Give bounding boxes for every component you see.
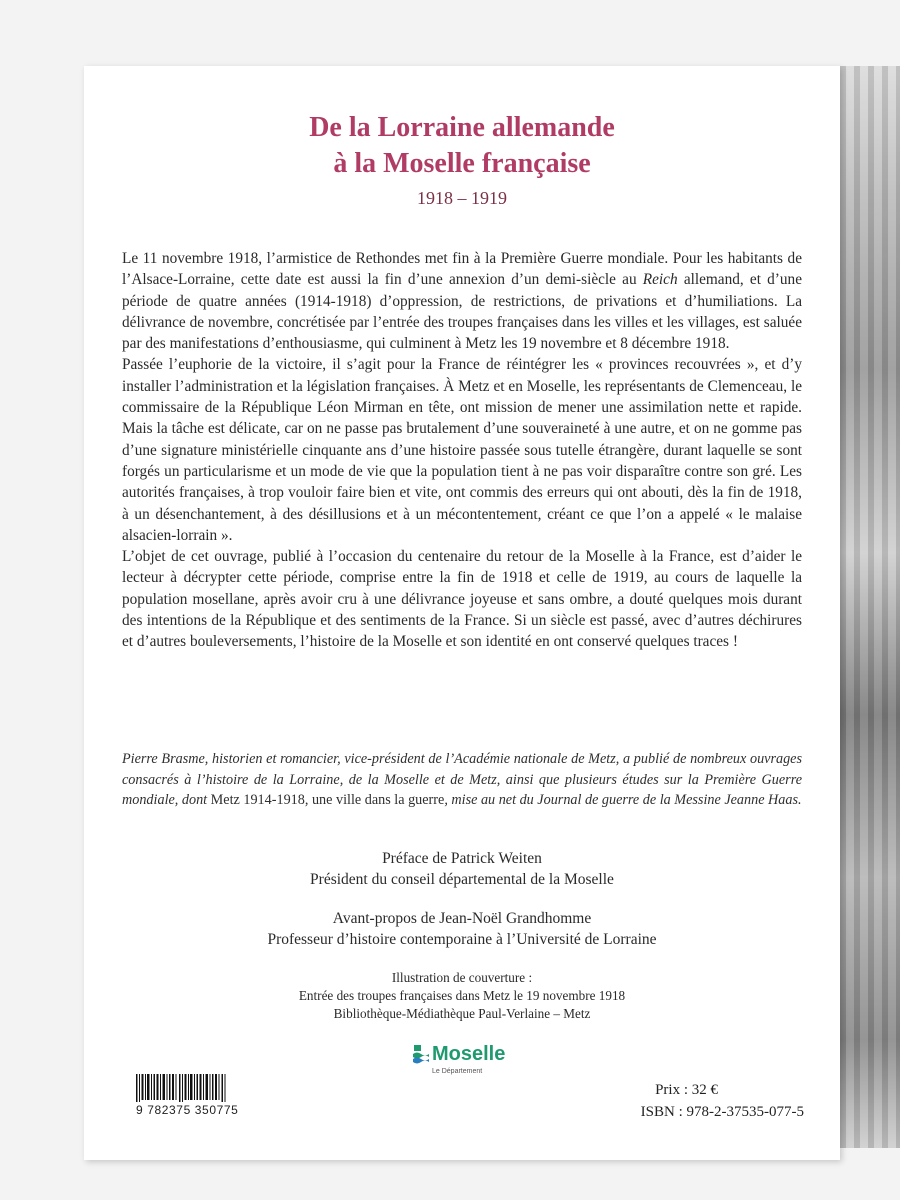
title-years: 1918 – 1919 (417, 188, 507, 208)
preface-block (84, 848, 840, 890)
cover-illustration-credit (84, 969, 840, 1023)
credits (84, 848, 840, 968)
illustration-line-1: Entrée des troupes françaises dans Metz le 19 novembre 1918 (298, 988, 626, 1003)
paragraph-1: Le 11 novembre 1918, l’armistice de Rethondes met fin à la Première Guerre mondiale. Pour les habitants de l’Alsace-Lorraine, cette date est aussi la fin d’une annexion d’un demi-siècle au Reich allemand, et d’une période de quatre années (1914-1918) d’oppression, de restrictions, de privations et d’humiliations. La délivrance de novembre, concrétisée par l’entrée des troupes françaises dans les villes et les villages, est saluée par des manifestations d’enthousiasme, qui culminent à Metz les 19 novembre et 8 décembre 1918. (122, 250, 802, 353)
paragraph-3: L’objet de cet ouvrage, publié à l’occasion du centenaire du retour de la Moselle à la France, est d’aider le lecteur à décrypter cette période, comprise entre la fin de 1918 et celle de 1919, au cours de laquelle la population mosellane, après avoir cru à une délivrance joyeuse et sans ombre, a douté quelques mois durant des intentions de la République et des sentiments de la France. Si un siècle est passé, avec d’autres déchirures et d’autres bouleversements, l’histoire de la Moselle et son identité en ont conservé quelques traces ! (122, 548, 802, 651)
foreword-role: Professeur d’histoire contemporaine à l’Université de Lorraine (267, 931, 657, 948)
back-cover (84, 66, 840, 1160)
author-bio: Pierre Brasme, historien et romancier, vice-président de l’Académie nationale de Metz, a publié de nombreux ouvrages consacrés à l’histoire de la Lorraine, de la Moselle et de Metz, ainsi que plusieurs études sur la Première Guerre mondiale, dont Metz 1914-1918, une ville dans la guerre, mise au net du Journal de guerre de la Messine Jeanne Haas. (122, 751, 802, 808)
foreword-block (84, 908, 840, 950)
barcode-icon (136, 1074, 226, 1102)
reich-word: Reich (642, 271, 678, 289)
logo-tagline: Le Département (432, 1068, 483, 1075)
title-line-1: De la Lorraine allemande (309, 112, 615, 143)
illustration-line-2: Bibliothèque-Médiathèque Paul-Verlaine – Metz (333, 1006, 591, 1021)
barcode-number: 9 782375 350775 (136, 1103, 239, 1117)
foreword-line: Avant-propos de Jean-Noël Grandhomme (332, 910, 592, 927)
isbn: ISBN : 978-2-37535-077-5 (640, 1104, 804, 1120)
logo-wordmark: Moselle (432, 1043, 506, 1065)
preface-role: Président du conseil départemental de la Moselle (310, 871, 614, 888)
moselle-logo (412, 1040, 512, 1082)
summary-text (122, 248, 802, 653)
book-title (84, 110, 840, 182)
book-reference: Metz 1914-1918, une ville dans la guerre (210, 792, 445, 808)
price: Prix : 32 € (655, 1082, 718, 1098)
moselle-logo-icon (412, 1044, 432, 1064)
preface-line: Préface de Patrick Weiten (382, 850, 542, 867)
paragraph-2: Passée l’euphorie de la victoire, il s’agit pour la France de réintégrer les « provinces recouvrées », et d’y installer l’administration et la législation françaises. À Metz et en Moselle, les représentants de Clemenceau, le commissaire de la République Léon Mirman en tête, ont mission de mener une assimilation nette et rapide. Mais la tâche est délicate, car on ne passe pas brutalement d’une souveraineté à une autre, et on ne gomme pas d’une signature ministérielle cinquante ans d’une histoire passée sous tutelle étrangère, durant laquelle se sont forgés un particularisme et un mode de vie que la population tient à ne pas voir disparaître contre son gré. Les autorités françaises, à trop vouloir faire bien et vite, ont commis des erreurs qui ont abouti, dès la fin de 1918, à un désenchantement, à des désillusions et à un mécontentement, créant ce que l’on a appelé « le malaise alsacien-lorrain ». (122, 356, 802, 544)
illustration-label: Illustration de couverture : (391, 970, 533, 985)
title-line-2: à la Moselle française (333, 148, 591, 179)
